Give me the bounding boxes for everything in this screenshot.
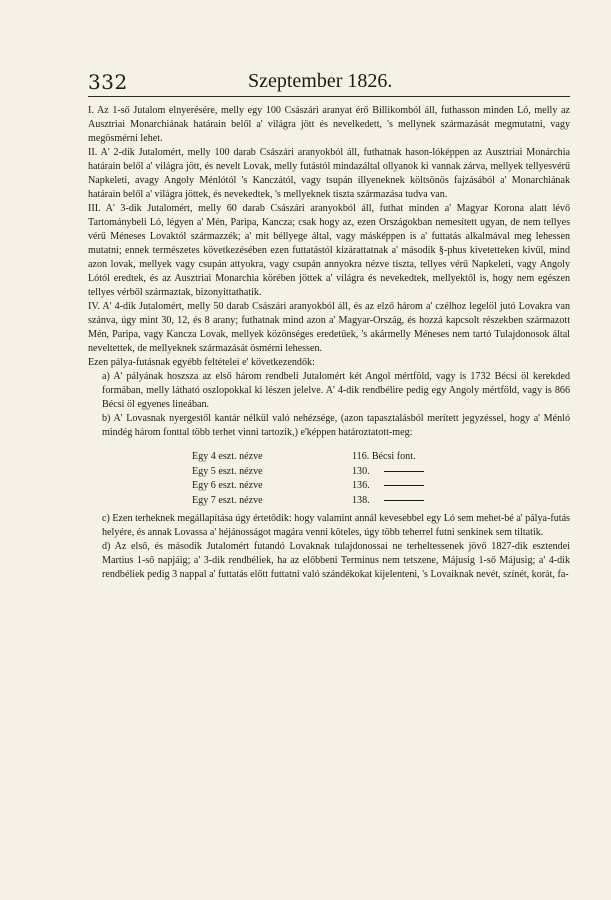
- header-rule: [88, 96, 570, 97]
- ditto-dash: [384, 485, 424, 486]
- paragraph-4: IV. A' 4-dik Jutalomért, melly 50 darab Császári aranyokból áll, és az elző három a' czélhoz legelöl jutó Lovakra van szánva, úgy mint 30, 12, és 8 arany; futhatnak mind azon a' Magyar-Ország, és hozzá kapcsolt részekben származott Mén, Paripa, vagy Kancza Lovak, mellyek közönséges eredetűek, 's akármelly Méneses nem tartó Tulajdonosok által neveltettek, de mellyeknek származását ösmérni lehessen.: [88, 301, 570, 354]
- page-header: [88, 70, 568, 96]
- weight-label: Egy 6 eszt. nézve: [192, 480, 263, 492]
- paragraph-1: I. Az 1-ső Jutalom elnyerésére, melly egy 100 Császári aranyat érő Billikomból áll, futhasson minden Ló, melly az Ausztriai Monarchiának határain belől a' világra jött és nevelkedett, 's mellynek származását megmutatni, vagy megösmérni lehet.: [88, 105, 570, 144]
- weight-label: Egy 5 eszt. nézve: [192, 465, 263, 477]
- weight-table: [192, 450, 570, 508]
- weight-value: 116. Bécsi font.: [352, 451, 416, 462]
- paragraph-2: II. A' 2-dik Jutalomért, melly 100 darab Császári aranyokból áll, futhatnak hason-lóképpen az Ausztriai Monárchia határain belől a' világra jött, és nevelt Lovak, melly futástól mindazáltal ollyanok ki vannak zárva, mellyek tellyesvérű Napkeleti, avagy Angoly Ménlótól 's Kanczától, vagy tsupán illyeneknek költsönös fajzásából a' Monarchiának határain belől a' világra jöttek, és nevekedtek, 's mellyeknek tiszta származása tudva van.: [88, 147, 570, 200]
- paragraph-3: III. A' 3-dik Jutalomért, melly 60 darab Császári aranyokból áll, futhat minden a' Magyar Korona alatt lévő Tartománybeli Ló, légyen a' Mén, Paripa, Kancza; csak hogy az, ezen Országokban nemesített ugyan, de nem tellyes vérű Méneses Lovaktól származzék; a' mit béllyege által, vagy másképpen is a' futtatás alkalmával meg lehessen mutatni; ennek természetes következésében ezen futtatástól kizárattatnak a' második §-phus kivetetteken kivűl, mind azon lovak, mellyek vagy csupán attyokra, vagy csupán annyokra nézve tiszta, tellyes vérű Napkeleti, vagy Angoly Lótól eredtek, és az Ausztriai Monarchia körében jöttek a' világra és nevekedtek, mellyektől is, hogy nem egészen tellyes vérből származtak, bizonyittathatik.: [88, 203, 570, 298]
- ditto-dash: [384, 471, 424, 472]
- weight-label: Egy 4 eszt. nézve: [192, 451, 263, 462]
- running-title: Szeptember 1826.: [248, 70, 393, 92]
- weight-value: 136.: [352, 480, 370, 492]
- weight-label: Egy 7 eszt. nézve: [192, 494, 263, 506]
- weight-row: [192, 479, 570, 494]
- weight-row: [192, 494, 570, 509]
- page-number: 332: [88, 70, 128, 94]
- body-text: [88, 104, 570, 582]
- conditions-intro: Ezen pálya-futásnak egyébb feltételei e' következendők:: [88, 357, 315, 368]
- weight-value: 130.: [352, 465, 370, 477]
- condition-a: a) A' pályának hoszsza az első három rendbeli Jutalomért két Angol mértföld, vagy is 1732 Bécsi öl kerekded formában, melly látható oszlopokkal ki lészen jelelve. A' 4-dik rendbélire pedig egy Angoly mértföld, vagy is 866 Bécsi öl egyenes lineában.: [102, 371, 570, 410]
- condition-b: b) A' Lovasnak nyergestől kantár nélkül való nehézsége, (azon tapasztalásból merített jegyzéssel, hogy a' Ménló mindég három fonttal több terhet vinni tartozik,) e'képpen határoztatott-meg:: [102, 413, 570, 438]
- weight-row: [192, 450, 570, 465]
- ditto-dash: [384, 500, 424, 501]
- weight-row: [192, 465, 570, 480]
- weight-value: 138.: [352, 494, 370, 506]
- condition-c: c) Ezen terheknek megállapítása úgy értetődik: hogy valamint annál kevesebbel egy Ló sem mehet-bé a' pálya-futás helyére, és annak Lovassa a' héjánosságot magára venni köteles, úgy több teherrel futni senkinek sem tiltatik.: [102, 513, 570, 539]
- condition-d: d) Az első, és második Jutalomért futandó Lovaknak tulajdonossai ne terheltessenek jövő 1827-dik esztendei Martius 1-ső napjáig; a' 3-dik rendbéliek, ha az előbbeni Terminus nem tetszene, Májusig 1-ső Májusig; a' 4-dik rendbéliek pedig 3 nappal a' futtatás előtt futtatni való szándékokat kijelenteni, 's Lovaiknak nevét, színét, korát, fa-: [102, 541, 570, 581]
